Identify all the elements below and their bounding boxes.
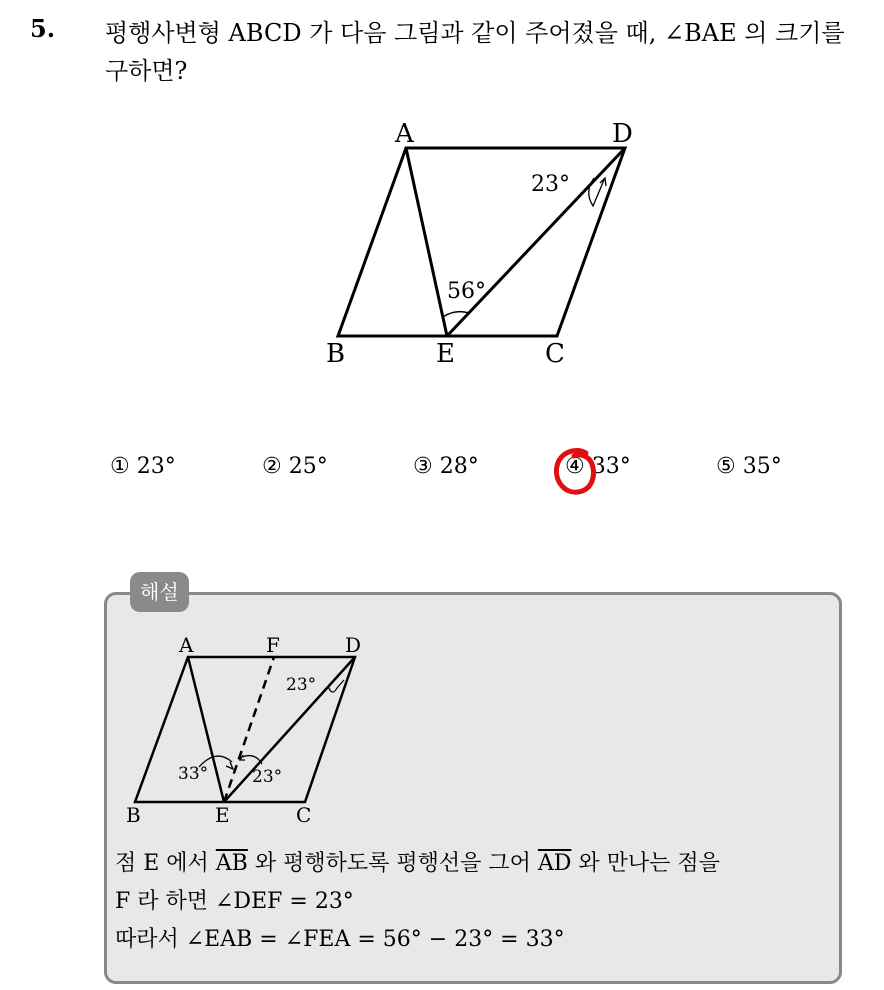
sol-angle-label-d: 23° [286, 675, 317, 695]
choice-3-value: 28° [439, 454, 479, 479]
segment-ad-overline: $\overline{AD}$ [537, 851, 572, 876]
sol-line1-pre: 점 E 에서 [115, 851, 216, 876]
sol-label-d: D [345, 633, 362, 657]
sol-label-f: F [266, 633, 280, 657]
question-text-line2: 구하면? [105, 57, 188, 85]
choice-4-marker: ④ [565, 454, 585, 479]
choice-1-value: 23° [136, 454, 176, 479]
choice-2-marker: ② [262, 454, 282, 479]
choice-3-marker: ③ [413, 454, 433, 479]
solution-label: 해설 [130, 572, 189, 612]
choice-4-value: 33° [591, 454, 631, 479]
angle-label-23: 23° [531, 172, 570, 197]
sol-label-b: B [126, 803, 141, 827]
choice-5-marker: ⑤ [716, 454, 736, 479]
solution-text-line1 [115, 846, 720, 877]
sol-line1-mid: 와 평행하도록 평행선을 그어 [247, 851, 538, 876]
sol-label-e: E [215, 803, 230, 827]
label-a: A [395, 119, 414, 149]
sol-angle-label-right: 23° [252, 767, 283, 787]
label-d: D [612, 119, 633, 149]
choice-2-value: 25° [288, 454, 328, 479]
label-e: E [436, 339, 455, 369]
solution-text-line3: 따라서 ∠EAB = ∠FEA = 56° − 23° = 33° [115, 927, 565, 952]
solution-text-line2: F 라 하면 ∠DEF = 23° [115, 889, 354, 914]
question-number: 5. [30, 14, 56, 43]
segment-ab-overline: $\overline{AB}$ [215, 851, 248, 876]
question-text-line1: 평행사변형 ABCD 가 다음 그림과 같이 주어졌을 때, ∠BAE 의 크기를 [105, 19, 845, 47]
label-b: B [326, 339, 346, 369]
sol-label-c: C [296, 803, 312, 827]
choice-5-value: 35° [742, 454, 782, 479]
angle-label-56: 56° [447, 279, 486, 304]
sol-label-a: A [179, 633, 194, 657]
sol-angle-label-left: 33° [178, 764, 209, 784]
label-c: C [545, 339, 565, 369]
choice-1-marker: ① [110, 454, 130, 479]
sol-line1-post: 와 만나는 점을 [571, 851, 720, 876]
